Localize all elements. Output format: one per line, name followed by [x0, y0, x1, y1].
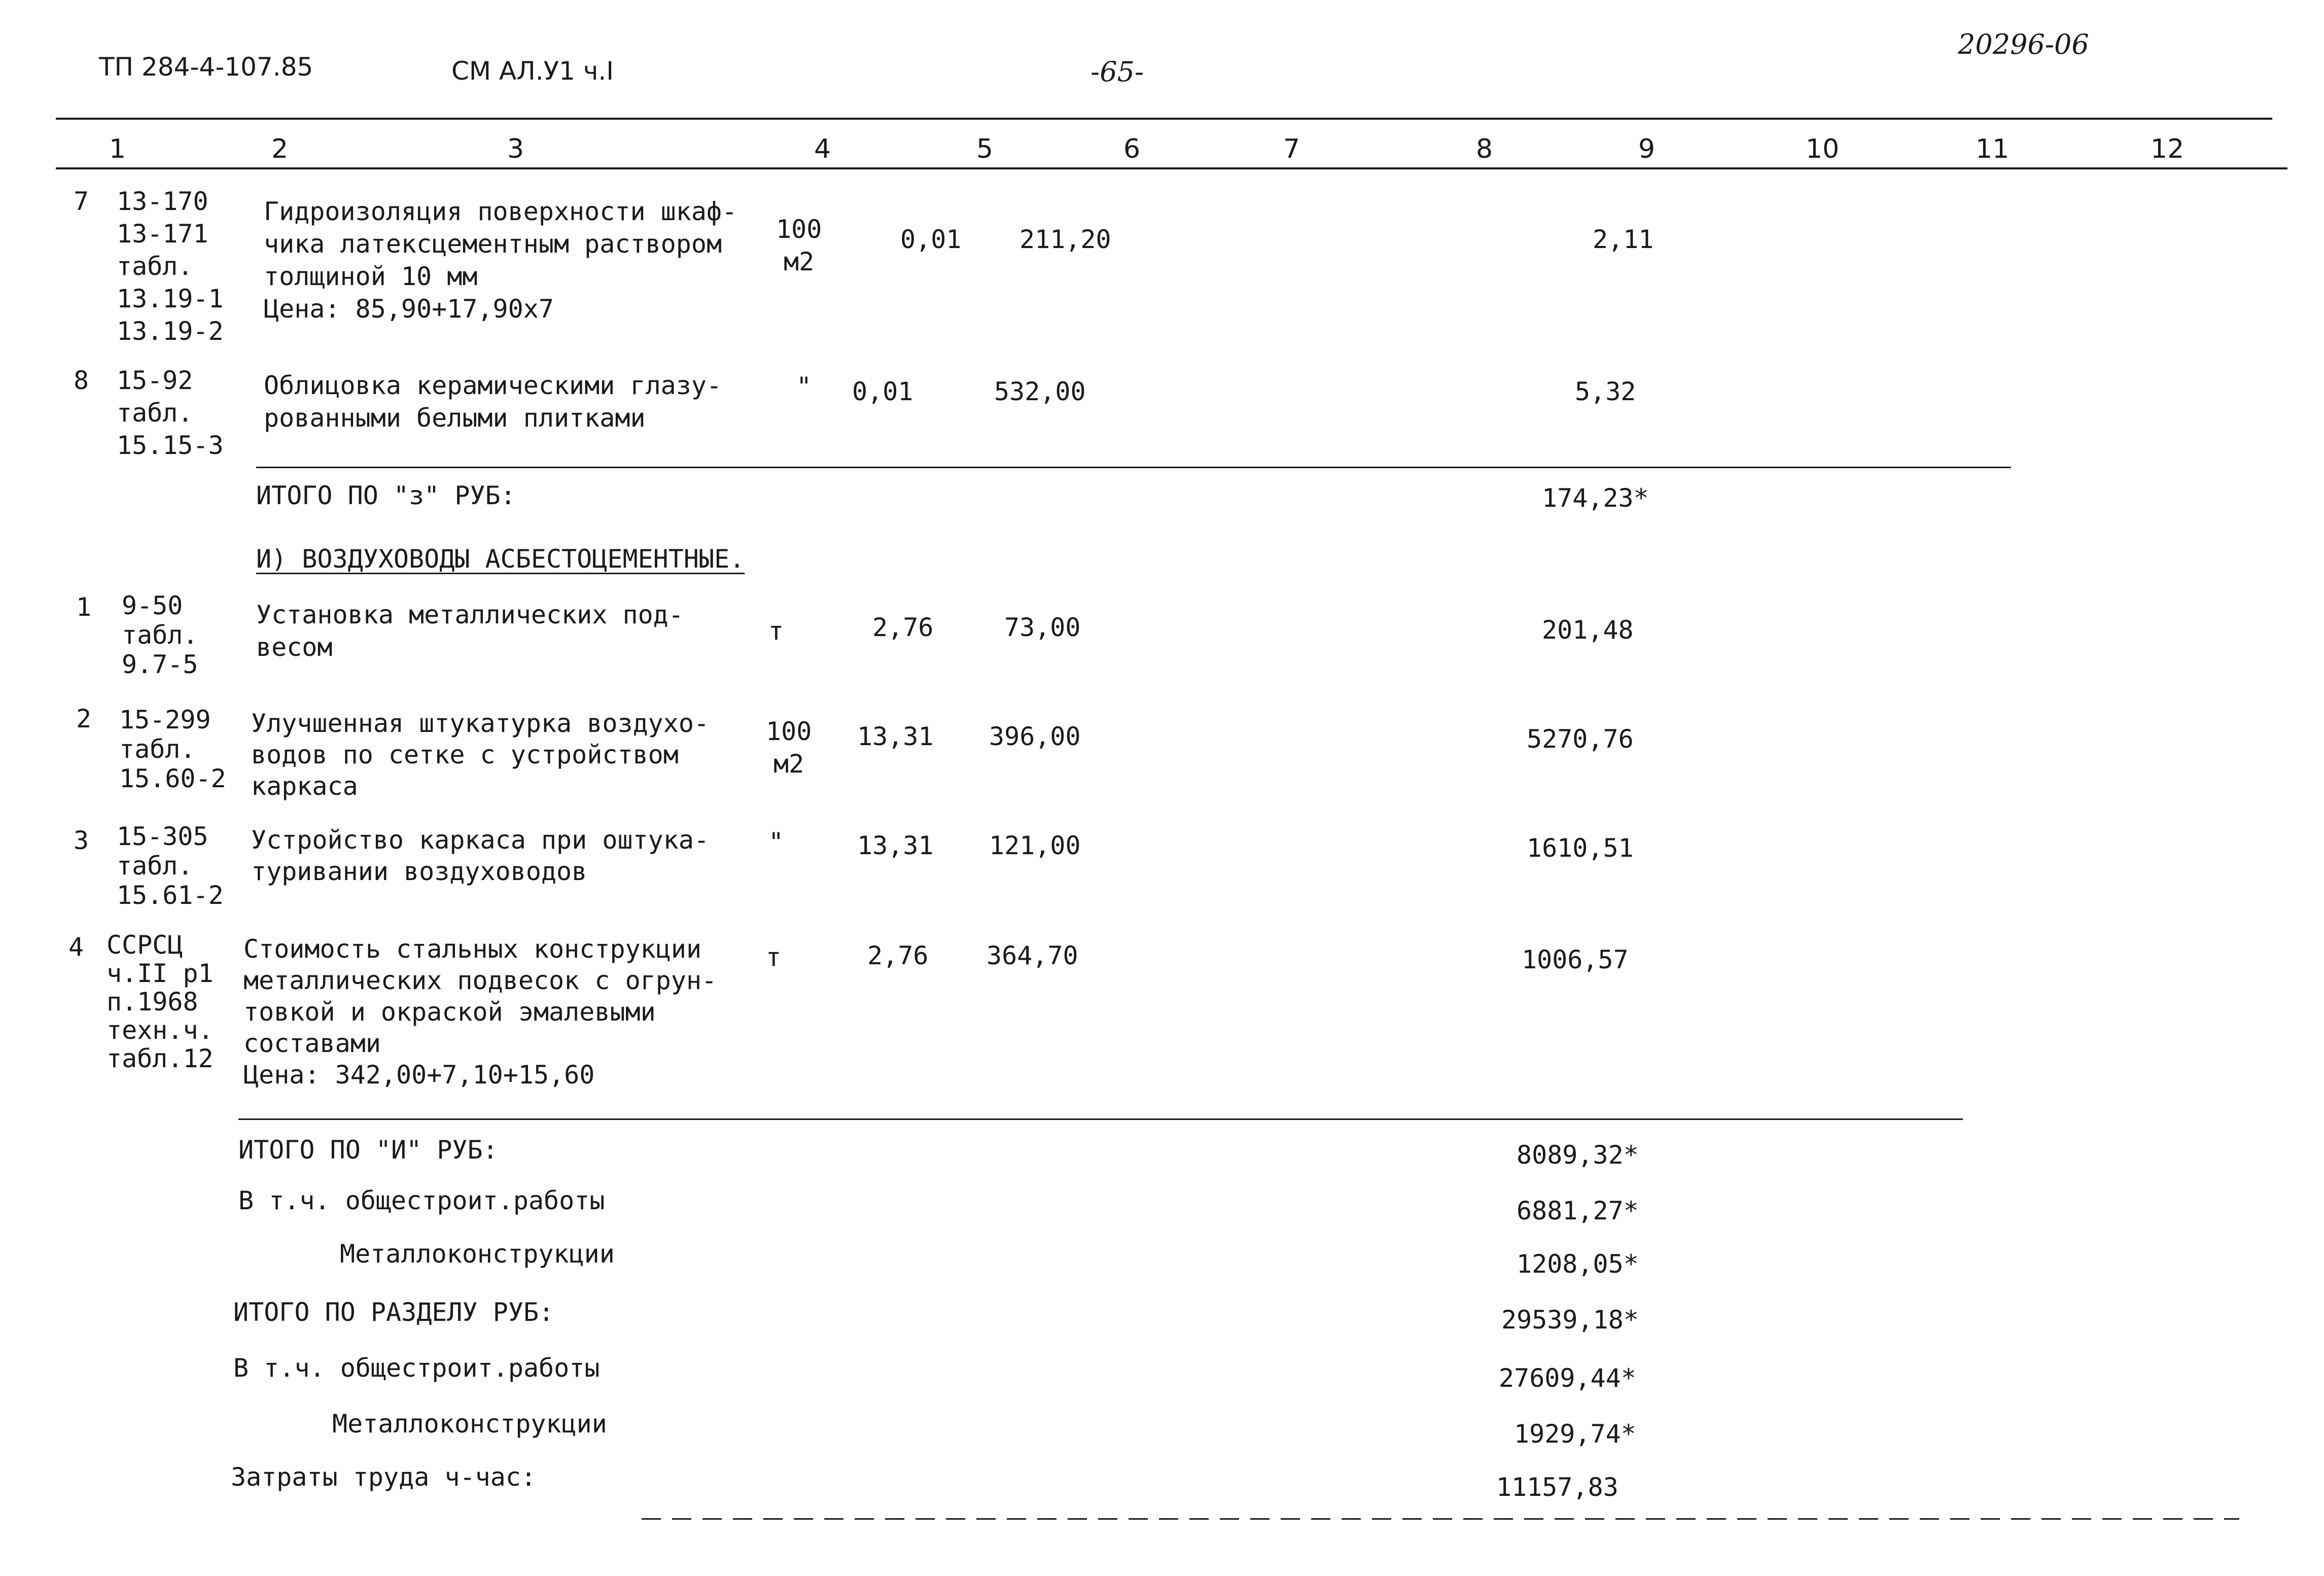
col-9: 9	[1638, 134, 1656, 164]
unit-price: 121,00	[989, 831, 1081, 860]
row-number: 1	[76, 592, 92, 622]
section-i-title: И) ВОЗДУХОВОДЫ АСБЕСТОЦЕМЕНТНЫЕ.	[256, 544, 745, 574]
norm-code: 15-299 табл. 15.60-2	[119, 705, 226, 793]
norm-code: 15-305 табл. 15.61-2	[117, 822, 224, 910]
metal-structures-value: 1208,05*	[1517, 1249, 1639, 1279]
norm-code: 13-170 13-171 табл. 13.19-1 13.19-2	[117, 187, 224, 346]
subtotal-z-value: 174,23*	[1542, 483, 1649, 513]
col-4: 4	[814, 134, 831, 164]
unit-price: 211,20	[1019, 225, 1111, 254]
subtotal-z-label: ИТОГО ПО "з" РУБ:	[256, 481, 516, 510]
total-cost: 201,48	[1542, 615, 1634, 645]
quantity: 0,01	[852, 377, 913, 406]
metal-structures-section-label: Металлоконструкции	[332, 1409, 607, 1439]
col-12: 12	[2151, 134, 2185, 164]
row-number: 8	[74, 366, 89, 395]
quantity: 13,31	[857, 831, 934, 860]
col-6: 6	[1123, 134, 1141, 164]
total-cost: 1610,51	[1527, 833, 1634, 863]
total-cost: 2,11	[1593, 225, 1654, 254]
page-number: -65-	[1090, 56, 1144, 88]
total-section-label: ИТОГО ПО РАЗДЕЛУ РУБ:	[233, 1298, 554, 1327]
work-description: Облицовка керамическими глазу- рованными белыми плитками	[264, 371, 722, 433]
total-cost: 5,32	[1575, 377, 1636, 406]
subtotal-rule	[256, 467, 2011, 468]
general-construction-label: В т.ч. общестроит.работы	[238, 1186, 605, 1215]
unit-price: 396,00	[989, 722, 1081, 751]
quantity: 2,76	[867, 941, 929, 970]
row-number: 4	[68, 932, 84, 962]
unit-price: 73,00	[1004, 613, 1081, 642]
section-code: СМ АЛ.У1 ч.I	[451, 56, 614, 86]
unit: "	[768, 827, 784, 857]
work-description: Гидроизоляция поверхности шкаф- чика латексцементным раствором толщиной 10 мм Цена: 85,90+17,90х7	[264, 197, 737, 324]
unit: т	[768, 616, 784, 646]
total-i-label: ИТОГО ПО "И" РУБ:	[238, 1135, 498, 1165]
doc-code: ТП 284-4-107.85	[99, 52, 313, 82]
col-2: 2	[271, 134, 289, 164]
unit-price: 532,00	[994, 377, 1086, 406]
quantity: 13,31	[857, 722, 934, 751]
quantity: 0,01	[900, 225, 962, 254]
unit: 100 м2	[766, 717, 812, 779]
labor-cost-value: 11157,83	[1496, 1473, 1618, 1502]
row-number: 2	[76, 704, 92, 733]
bottom-rule	[642, 1518, 2239, 1520]
work-description: Стоимость стальных конструкции металлических подвесок с огрун- товкой и окраской эмалевыми составами Цена: 342,00+7,10+15,60	[243, 934, 717, 1090]
summary-rule	[238, 1118, 1963, 1120]
work-description: Устройство каркаса при оштука- туривании воздуховодов	[251, 825, 710, 886]
col-10: 10	[1806, 134, 1840, 164]
work-description: Улучшенная штукатурка воздухо- водов по сетке с устройством каркаса	[251, 709, 710, 801]
unit-price: 364,70	[987, 941, 1078, 970]
registry-number: 20296-06	[1958, 28, 2089, 60]
labor-cost-label: Затраты труда ч-час:	[231, 1462, 537, 1492]
norm-code: ССРСЦ ч.II р1 п.1968 техн.ч. табл.12	[107, 930, 214, 1073]
total-cost: 5270,76	[1527, 724, 1634, 754]
unit: т	[766, 942, 782, 972]
general-construction-section-label: В т.ч. общестроит.работы	[233, 1353, 600, 1383]
col-8: 8	[1476, 134, 1493, 164]
col-11: 11	[1976, 134, 2010, 164]
col-3: 3	[507, 134, 524, 164]
header-bottom-rule	[56, 167, 2287, 169]
row-number: 7	[74, 187, 89, 216]
total-cost: 1006,57	[1522, 945, 1629, 974]
col-5: 5	[976, 134, 994, 164]
norm-code: 15-92 табл. 15.15-3	[117, 366, 224, 460]
metal-structures-label: Металлоконструкции	[340, 1239, 615, 1269]
total-section-value: 29539,18*	[1501, 1305, 1639, 1335]
unit: 100 м2	[776, 215, 822, 276]
work-description: Установка металлических под- весом	[256, 600, 684, 662]
general-construction-value: 6881,27*	[1517, 1196, 1639, 1225]
quantity: 2,76	[872, 613, 934, 642]
col-7: 7	[1283, 134, 1300, 164]
unit: "	[796, 372, 812, 401]
header-top-rule	[56, 118, 2272, 120]
col-1: 1	[109, 134, 126, 164]
norm-code: 9-50 табл. 9.7-5	[122, 591, 198, 679]
metal-structures-section-value: 1929,74*	[1514, 1419, 1636, 1449]
row-number: 3	[74, 826, 89, 855]
total-i-value: 8089,32*	[1517, 1140, 1639, 1170]
general-construction-section-value: 27609,44*	[1499, 1363, 1636, 1393]
